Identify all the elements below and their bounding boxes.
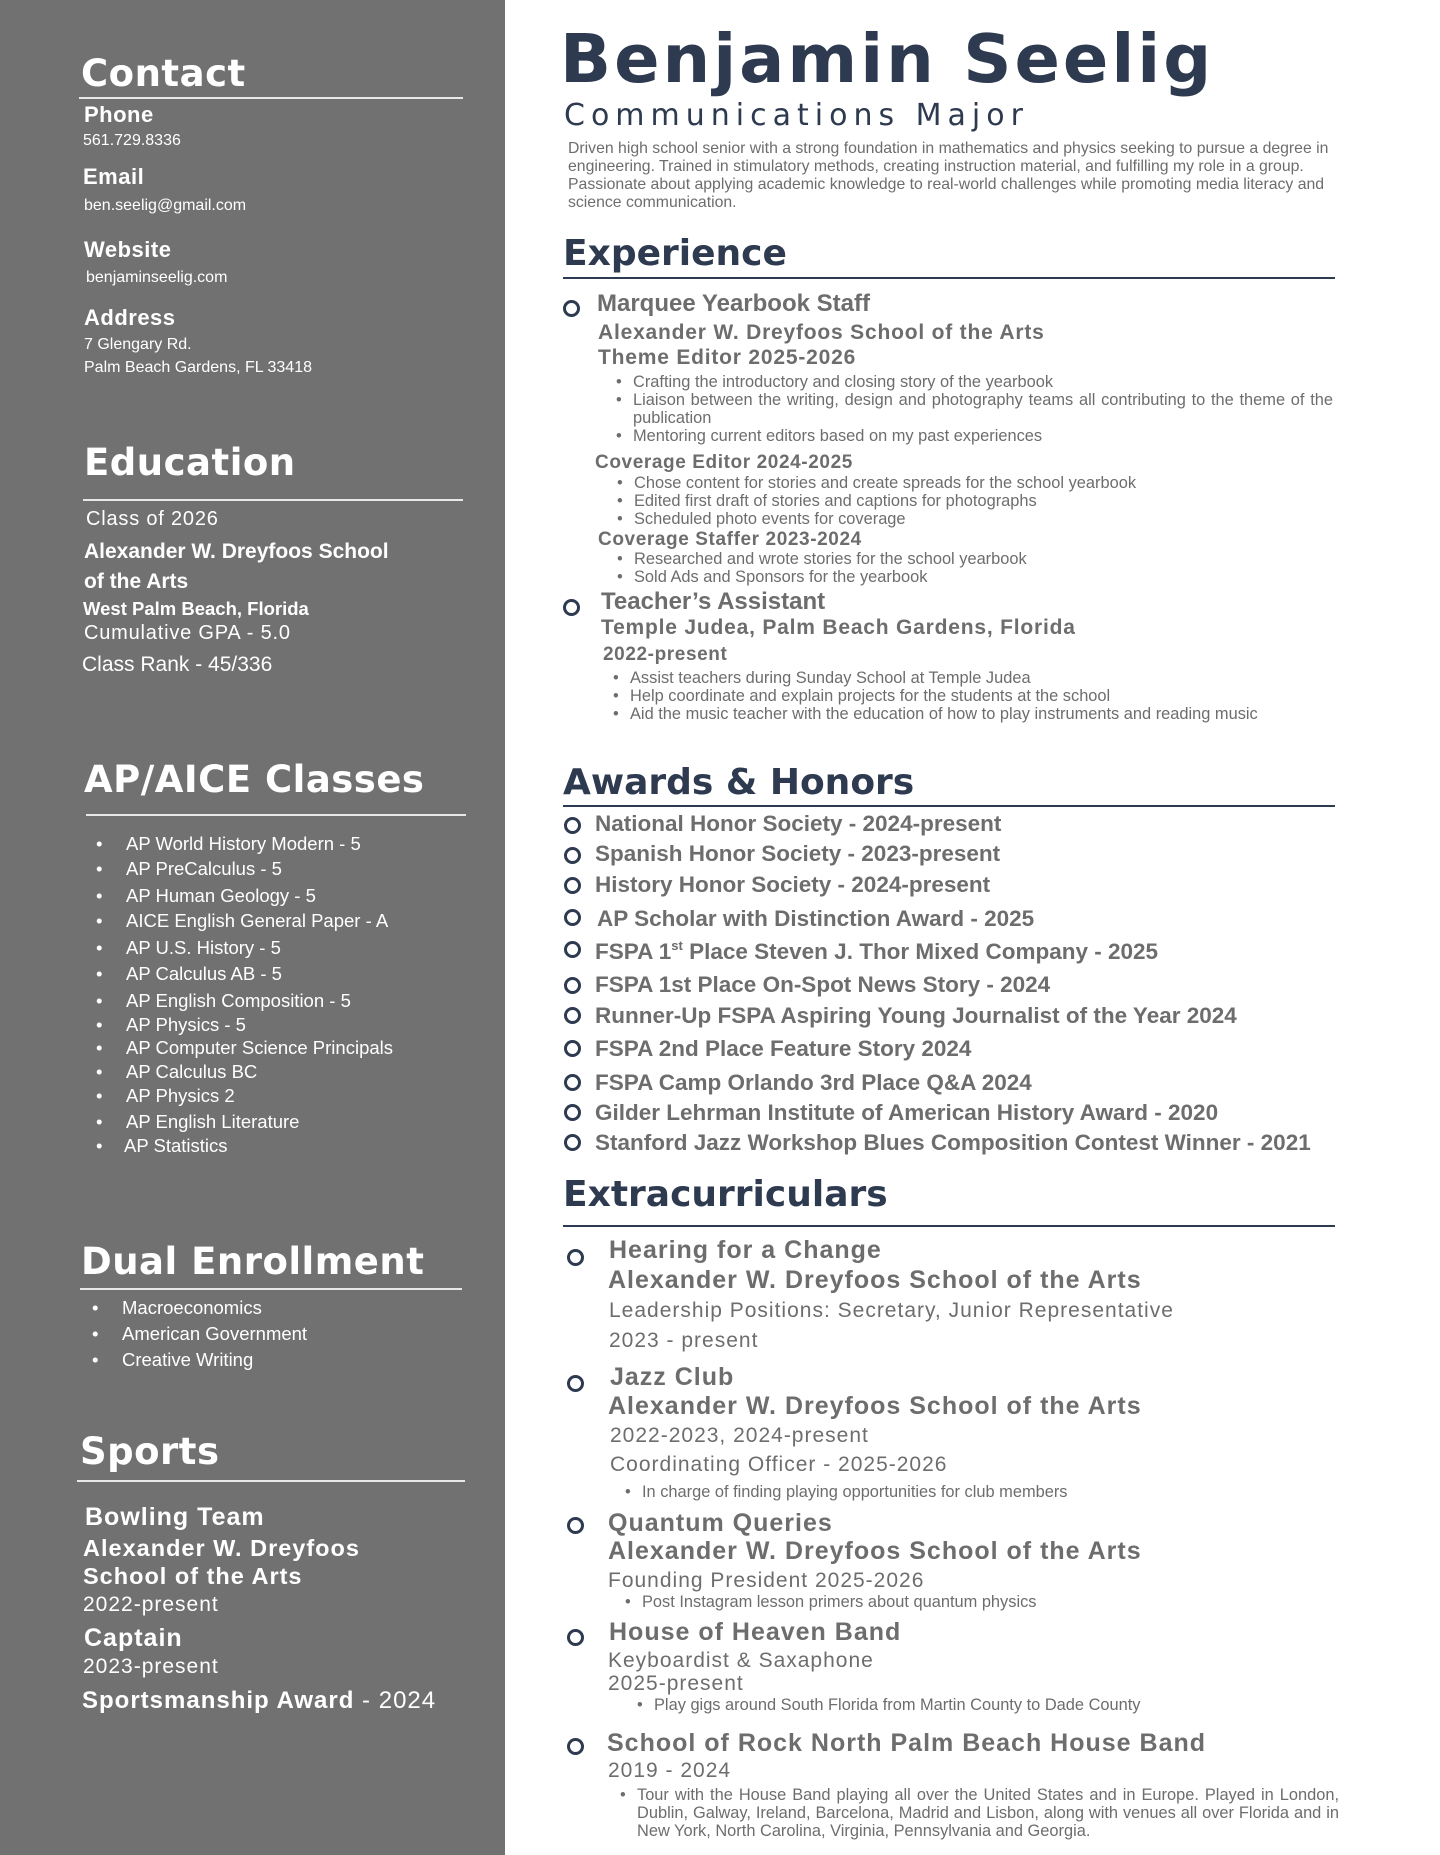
- list-item: • AP Human Geology - 5: [88, 885, 393, 910]
- extracurriculars-divider: [563, 1225, 1335, 1227]
- list-item: • AP Physics 2: [88, 1085, 393, 1111]
- address-label: Address: [84, 305, 176, 330]
- awards-heading: Awards & Honors: [563, 762, 915, 803]
- jazz-years: 2022-2023, 2024-present: [610, 1424, 869, 1447]
- circle-bullet-icon: [564, 1040, 581, 1057]
- list-item: • Aid the music teacher with the education of how to play instruments and reading music: [610, 705, 1331, 723]
- awards-divider: [563, 805, 1335, 807]
- list-item: • Liaison between the writing, design and photography teams all contributing to the theme of the publication: [613, 391, 1333, 427]
- yearbook-title: Marquee Yearbook Staff: [597, 290, 870, 317]
- circle-bullet-icon: [564, 847, 581, 864]
- rock-title: School of Rock North Palm Beach House Band: [607, 1729, 1207, 1757]
- dual-enrollment-list: [84, 1297, 307, 1375]
- list-item: • Post Instagram lesson primers about quantum physics: [622, 1593, 1322, 1611]
- address-line2: Palm Beach Gardens, FL 33418: [84, 359, 312, 376]
- list-item: • American Government: [84, 1323, 307, 1349]
- sports-divider: [77, 1480, 465, 1482]
- yearbook-role-coverage-editor: Coverage Editor 2024-2025: [595, 452, 853, 473]
- circle-bullet-icon: [567, 1375, 584, 1392]
- ap-classes-list: [88, 833, 393, 1159]
- phone-value: 561.729.8336: [83, 132, 181, 149]
- circle-bullet-icon: [564, 1104, 581, 1121]
- quantum-bullets: [622, 1593, 1322, 1611]
- ta-years: 2022-present: [603, 644, 728, 665]
- ta-title: Teacher’s Assistant: [601, 588, 826, 615]
- sports-award-line: [82, 1687, 436, 1715]
- education-location: West Palm Beach, Florida: [83, 598, 309, 619]
- list-item: • AP World History Modern - 5: [88, 833, 393, 858]
- circle-bullet-icon: [564, 1074, 581, 1091]
- award-item: Gilder Lehrman Institute of American History Award - 2020: [595, 1100, 1219, 1125]
- circle-bullet-icon: [564, 877, 581, 894]
- ta-org: Temple Judea, Palm Beach Gardens, Florida: [601, 616, 1076, 639]
- list-item: • Chose content for stories and create spreads for the school yearbook: [614, 474, 1334, 492]
- award-item: Spanish Honor Society - 2023-present: [595, 841, 1001, 866]
- email-value: ben.seelig@gmail.com: [84, 197, 247, 214]
- website-label: Website: [84, 237, 172, 262]
- list-item: • AP U.S. History - 5: [88, 937, 393, 963]
- contact-heading: Contact: [81, 52, 246, 95]
- quantum-role: Founding President 2025-2026: [608, 1569, 925, 1592]
- award-item: FSPA 1st Place On-Spot News Story - 2024: [595, 972, 1051, 997]
- education-divider: [83, 499, 463, 501]
- yearbook-role-theme-editor: Theme Editor 2025-2026: [598, 346, 857, 369]
- education-school: [84, 537, 389, 597]
- phone-label: Phone: [84, 102, 154, 127]
- sports-award-year: - 2024: [354, 1687, 437, 1714]
- heaven-bullets: [634, 1696, 1334, 1714]
- list-item: • AP Computer Science Principals: [88, 1037, 393, 1061]
- ap-classes-heading: AP/AICE Classes: [84, 758, 425, 801]
- list-item: • Tour with the House Band playing all over the United States and in Europe. Played in London, Dublin, Galway, Ireland, Barcelona, Madrid and Lisbon, along with venues all over Florida and in New York, North Carolina, Virginia, Pennsylvania and Georgia.: [617, 1786, 1339, 1840]
- address-line1: 7 Glengary Rd.: [84, 336, 192, 353]
- award-fspa-rest: Place Steven J. Thor Mixed Company - 2025: [682, 939, 1159, 964]
- sports-award: Sportsmanship Award: [82, 1687, 355, 1714]
- education-heading: Education: [84, 441, 296, 484]
- jazz-title: Jazz Club: [610, 1363, 735, 1391]
- award-item: FSPA Camp Orlando 3rd Place Q&A 2024: [595, 1070, 1032, 1095]
- list-item: • AP Physics - 5: [88, 1014, 393, 1037]
- page-subtitle: Communications Major: [564, 98, 1029, 133]
- class-of: Class of 2026: [86, 508, 219, 530]
- yearbook-role3-bullets: [614, 550, 1334, 586]
- circle-bullet-icon: [567, 1738, 584, 1755]
- sports-role-years: 2023-present: [83, 1655, 219, 1678]
- list-item: • In charge of finding playing opportunities for club members: [622, 1483, 1322, 1501]
- list-item: • AP English Composition - 5: [88, 990, 393, 1014]
- rock-bullets: [617, 1786, 1339, 1840]
- experience-heading: Experience: [563, 233, 787, 274]
- list-item: • Researched and wrote stories for the school yearbook: [614, 550, 1334, 568]
- page-title: Benjamin Seelig: [560, 20, 1215, 98]
- award-fspa-sup: st: [671, 938, 683, 953]
- circle-bullet-icon: [564, 1007, 581, 1024]
- yearbook-role2-bullets: [614, 474, 1334, 528]
- list-item: • AP English Literature: [88, 1111, 393, 1135]
- quantum-org: Alexander W. Dreyfoos School of the Arts: [608, 1537, 1142, 1565]
- award-item-fspa-first-place: [595, 938, 1158, 965]
- list-item: • Macroeconomics: [84, 1297, 307, 1323]
- hearing-org: Alexander W. Dreyfoos School of the Arts: [608, 1266, 1142, 1294]
- hearing-years: 2023 - present: [609, 1329, 759, 1352]
- circle-bullet-icon: [564, 909, 581, 926]
- extracurriculars-heading: Extracurriculars: [563, 1174, 888, 1215]
- award-item: FSPA 2nd Place Feature Story 2024: [595, 1036, 972, 1061]
- list-item: • Mentoring current editors based on my past experiences: [613, 427, 1333, 445]
- list-item: • AP Calculus BC: [88, 1061, 393, 1085]
- list-item: • Scheduled photo events for coverage: [614, 510, 1334, 528]
- education-rank: Class Rank - 45/336: [82, 653, 273, 676]
- circle-bullet-icon: [564, 941, 581, 958]
- list-item: • Assist teachers during Sunday School at Temple Judea: [610, 669, 1331, 687]
- dual-enrollment-divider: [80, 1288, 462, 1290]
- hearing-title: Hearing for a Change: [609, 1236, 882, 1264]
- rock-years: 2019 - 2024: [608, 1759, 732, 1782]
- list-item: • Help coordinate and explain projects for the students at the school: [610, 687, 1331, 705]
- list-item: • Edited first draft of stories and captions for photographs: [614, 492, 1334, 510]
- summary: Driven high school senior with a strong foundation in mathematics and physics seeking to pursue a degree in engineering. Trained in stimulatory methods, creating instruction material, and fulfilling my role in a group. Passionate about applying academic knowledge to real-world challenges while promoting media literacy and science communication.: [568, 140, 1329, 211]
- circle-bullet-icon: [564, 1134, 581, 1151]
- circle-bullet-icon: [563, 599, 580, 616]
- sports-school-line2: School of the Arts: [83, 1563, 303, 1589]
- heaven-title: House of Heaven Band: [609, 1618, 902, 1646]
- sports-heading: Sports: [80, 1430, 220, 1473]
- list-item: • Crafting the introductory and closing story of the yearbook: [613, 373, 1333, 391]
- email-label: Email: [83, 164, 145, 189]
- list-item: • AICE English General Paper - A: [88, 910, 393, 937]
- circle-bullet-icon: [563, 300, 580, 317]
- award-fspa-prefix: FSPA 1: [595, 939, 672, 964]
- sports-school-line1: Alexander W. Dreyfoos: [83, 1535, 360, 1561]
- yearbook-org: Alexander W. Dreyfoos School of the Arts: [598, 321, 1045, 344]
- list-item: • AP Calculus AB - 5: [88, 963, 393, 990]
- award-item: Stanford Jazz Workshop Blues Composition Contest Winner - 2021: [595, 1130, 1311, 1155]
- jazz-role: Coordinating Officer - 2025-2026: [610, 1453, 948, 1476]
- education-school-line2: of the Arts: [84, 570, 189, 593]
- experience-divider: [563, 277, 1335, 279]
- award-item: National Honor Society - 2024-present: [595, 811, 1002, 836]
- award-item: History Honor Society - 2024-present: [595, 872, 991, 897]
- yearbook-role1-bullets: [613, 373, 1333, 445]
- sports-team: Bowling Team: [85, 1503, 265, 1531]
- education-gpa: Cumulative GPA - 5.0: [84, 622, 291, 644]
- list-item: • AP PreCalculus - 5: [88, 858, 393, 885]
- award-item: AP Scholar with Distinction Award - 2025: [597, 906, 1035, 931]
- ta-bullets: [610, 669, 1331, 723]
- ap-classes-divider: [86, 814, 466, 816]
- quantum-title: Quantum Queries: [608, 1509, 833, 1537]
- heaven-role: Keyboardist & Saxaphone: [608, 1649, 874, 1672]
- sidebar: [0, 0, 505, 1855]
- jazz-org: Alexander W. Dreyfoos School of the Arts: [608, 1392, 1142, 1420]
- list-item: • Sold Ads and Sponsors for the yearbook: [614, 568, 1334, 586]
- circle-bullet-icon: [567, 1629, 584, 1646]
- circle-bullet-icon: [567, 1249, 584, 1266]
- contact-divider: [79, 97, 463, 99]
- list-item: • Play gigs around South Florida from Martin County to Dade County: [634, 1696, 1334, 1714]
- sports-school: [83, 1534, 360, 1590]
- sports-role: Captain: [84, 1624, 183, 1652]
- dual-enrollment-heading: Dual Enrollment: [81, 1240, 425, 1283]
- sports-years: 2022-present: [83, 1593, 219, 1616]
- circle-bullet-icon: [564, 817, 581, 834]
- website-value: benjaminseelig.com: [86, 269, 228, 286]
- jazz-bullets: [622, 1483, 1322, 1501]
- yearbook-role-coverage-staffer: Coverage Staffer 2023-2024: [598, 529, 862, 550]
- heaven-years: 2025-present: [608, 1672, 744, 1695]
- hearing-positions: Leadership Positions: Secretary, Junior Representative: [609, 1299, 1174, 1322]
- circle-bullet-icon: [567, 1517, 584, 1534]
- education-school-line1: Alexander W. Dreyfoos School: [84, 540, 389, 563]
- award-item: Runner-Up FSPA Aspiring Young Journalist of the Year 2024: [595, 1003, 1237, 1028]
- list-item: • Creative Writing: [84, 1349, 307, 1375]
- list-item: • AP Statistics: [88, 1135, 393, 1159]
- circle-bullet-icon: [564, 977, 581, 994]
